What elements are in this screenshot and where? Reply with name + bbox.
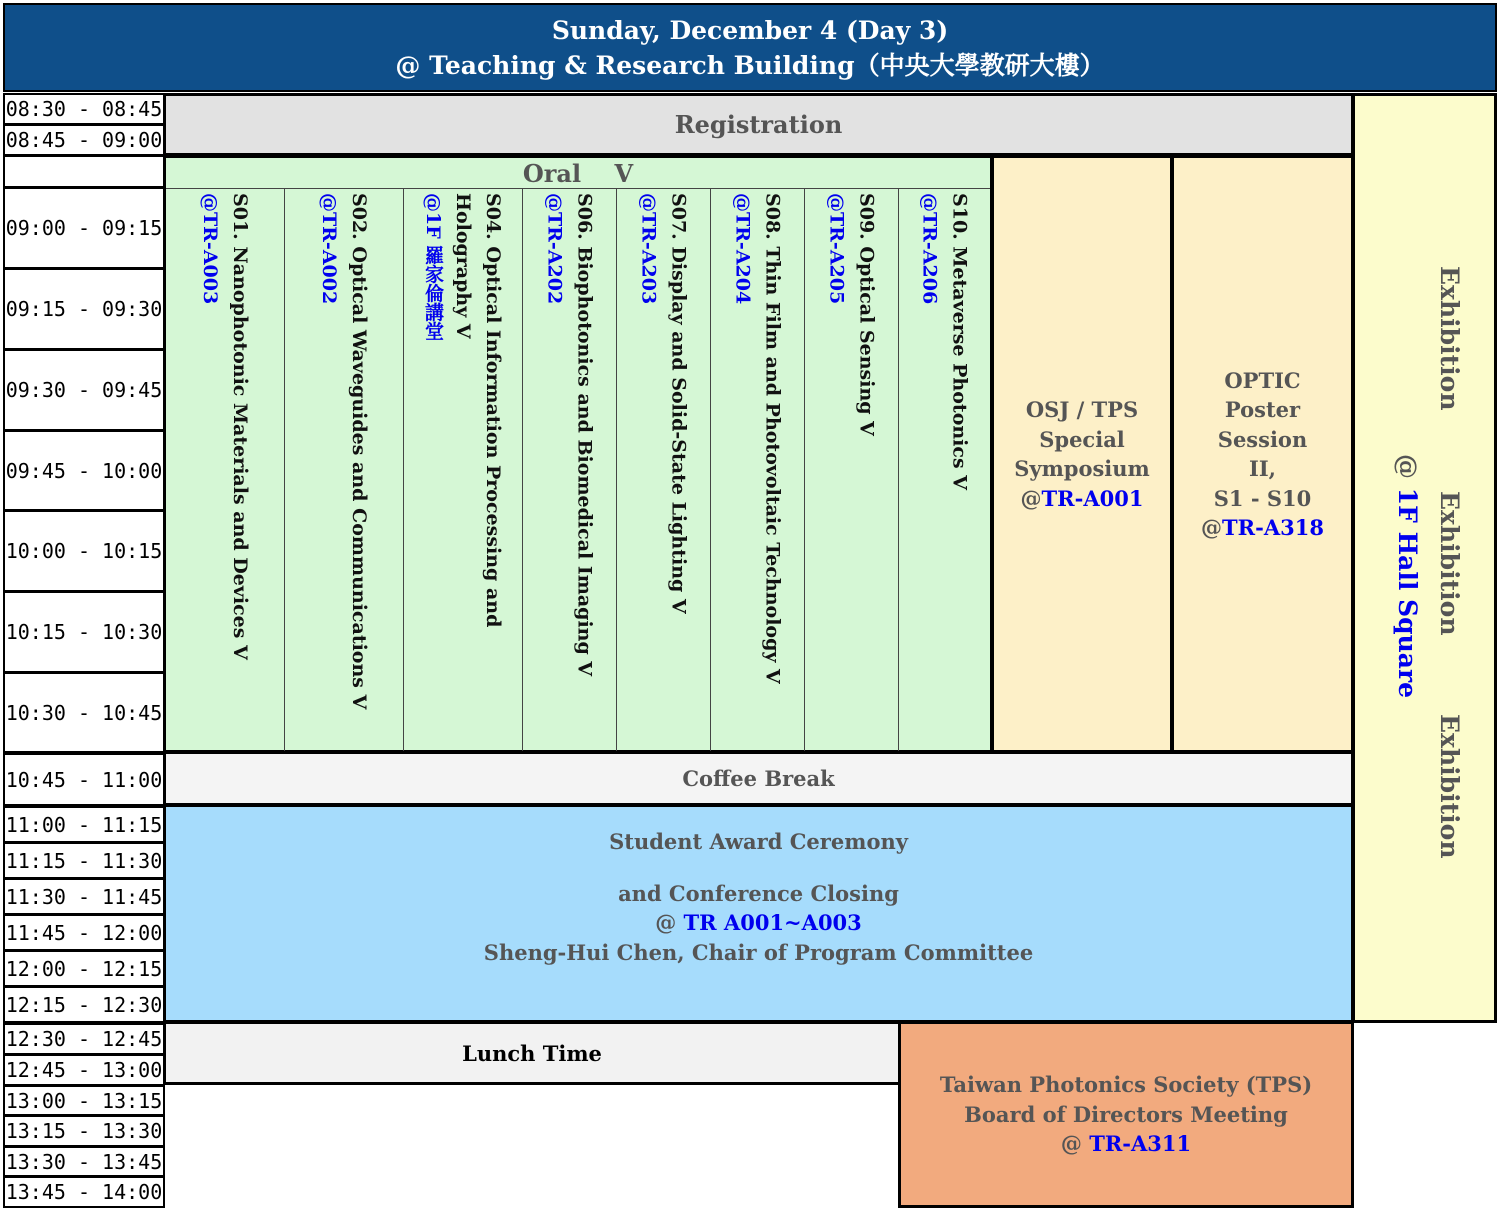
poster-line: S1 - S10 [1213,485,1312,511]
poster-room: @TR-A318 [1201,515,1324,540]
time-slot: 11:15 - 11:30 [3,842,165,879]
poster-line: Session [1217,426,1308,452]
session-label: S02. Optical Waveguides and Communications V @TR-A002 [318,193,370,710]
ceremony-chair: Sheng-Hui Chen, Chair of Program Committee [483,939,1034,965]
time-slot: 12:00 - 12:15 [3,950,165,987]
time-slot: 13:00 - 13:15 [3,1085,165,1116]
time-slot: 09:15 - 09:30 [3,268,165,350]
oral-title: Oral V [522,158,634,188]
session-label: S01. Nanophotonic Materials and Devices V @TR-A003 [199,193,251,660]
session-columns [166,189,990,751]
time-slot: 12:30 - 12:45 [3,1023,165,1055]
session-column [805,189,899,751]
session-column [523,189,617,751]
poster-line: II, [1249,456,1276,481]
time-slot: 09:45 - 10:00 [3,430,165,511]
symposium-line: Symposium [1014,456,1150,481]
time-slot: 13:15 - 13:30 [3,1115,165,1147]
exhibition-location: @ 1F Hall Square [1393,454,1422,699]
symposium-room: @TR-A001 [1020,485,1144,511]
session-label: S10. Metaverse Photonics V @TR-A206 [918,193,971,491]
session-column [617,189,711,751]
venue-title: @ Teaching & Research Building（中央大學教研大樓） [395,50,1105,80]
registration-label: Registration [674,110,843,139]
oral-header [166,158,990,189]
time-slot: 12:15 - 12:30 [3,986,165,1023]
day-header [3,3,1497,92]
oral-sessions-block [163,155,993,753]
time-slot: 10:45 - 11:00 [3,753,165,806]
time-slot: 13:45 - 14:00 [3,1176,165,1208]
time-slot: 11:45 - 12:00 [3,914,165,951]
special-symposium-block [991,155,1173,753]
session-label: S06. Biophotonics and Biomedical Imaging V @TR-A202 [543,193,596,677]
time-slot: 10:00 - 10:15 [3,510,165,592]
ceremony-subtitle: and Conference Closing [618,880,899,906]
lunch-label: Lunch Time [462,1040,602,1066]
day-title: Sunday, December 4 (Day 3) [551,15,949,45]
session-label: S07. Display and Solid-State Lighting V @TR-A203 [637,193,690,614]
poster-session-block [1171,155,1354,753]
award-ceremony-block [163,804,1354,1023]
tps-room: @ TR-A311 [1060,1131,1192,1157]
poster-line: OPTIC [1224,367,1301,393]
session-label: S09. Optical Sensing V @TR-A205 [825,193,878,436]
time-slot: 10:15 - 10:30 [3,591,165,673]
exhibition-block [1352,93,1497,1023]
symposium-line: OSJ / TPS [1025,397,1139,422]
session-column [404,189,523,751]
coffee-break-block [163,751,1354,806]
time-slot: 12:45 - 13:00 [3,1054,165,1086]
session-column [899,189,990,751]
exhibition-label: Exhibition [1435,491,1464,636]
session-label: S04. Optical Information Processing and Holography V @1F 羅家倫講堂 [422,193,504,628]
exhibition-label: Exhibition [1435,266,1464,411]
time-slot: 09:30 - 09:45 [3,349,165,431]
time-slot: 13:30 - 13:45 [3,1146,165,1177]
time-slot: 08:45 - 09:00 [3,124,165,156]
session-column [711,189,805,751]
time-slot: 11:00 - 11:15 [3,806,165,843]
time-slot: 11:30 - 11:45 [3,878,165,915]
time-slot [3,155,165,188]
tps-line: Board of Directors Meeting [964,1101,1288,1127]
time-slot: 09:00 - 09:15 [3,187,165,269]
session-column [285,189,404,751]
poster-line: Poster [1224,397,1301,422]
session-label: S08. Thin Film and Photovoltaic Technology V @TR-A204 [731,193,784,684]
exhibition-label: Exhibition [1435,714,1464,859]
lunch-block [163,1021,901,1085]
time-slot: 08:30 - 08:45 [3,93,165,125]
session-column [166,189,285,751]
symposium-line: Special [1039,426,1125,452]
coffee-break-label: Coffee Break [682,766,835,791]
tps-meeting-block [898,1021,1354,1208]
ceremony-room: @ TR A001~A003 [655,910,862,935]
ceremony-title: Student Award Ceremony [609,829,908,854]
time-slot: 10:30 - 10:45 [3,672,165,753]
registration-block [163,93,1354,156]
tps-line: Taiwan Photonics Society (TPS) [939,1072,1313,1098]
